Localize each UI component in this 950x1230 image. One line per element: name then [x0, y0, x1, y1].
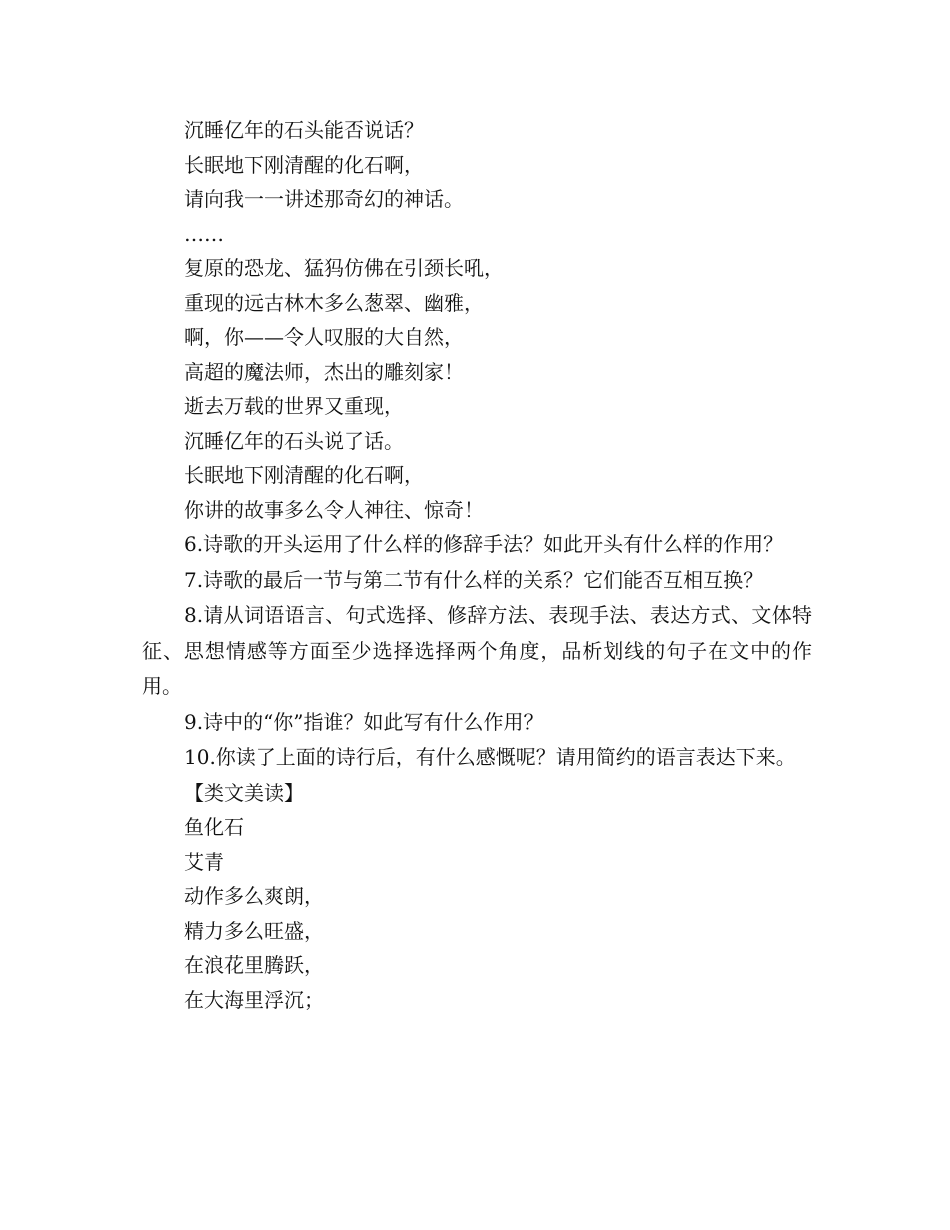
poem-line: 高超的魔法师，杰出的雕刻家！: [184, 359, 464, 384]
related-reading-section: [142, 776, 812, 1018]
poem-line: 长眠地下刚清醒的化石啊，: [184, 463, 424, 487]
poem-excerpt: [142, 113, 812, 527]
question-7: 7.诗歌的最后一节与第二节有什么样的关系？它们能否互相互换？: [184, 567, 764, 592]
poem-line: 沉睡亿年的石头说了话。: [184, 428, 404, 453]
poem-line: 你讲的故事多么令人神往、惊奇！: [184, 497, 484, 522]
poem-author: 艾青: [184, 849, 224, 874]
poem-title: 鱼化石: [184, 815, 244, 839]
poem-line: 在大海里浮沉；: [184, 987, 324, 1012]
question-list: [142, 527, 812, 776]
ellipsis-line: ……: [184, 221, 224, 246]
poem-line: 重现的远古林木多么葱翠、幽雅，: [184, 290, 484, 315]
poem-line: 逝去万载的世界又重现，: [184, 394, 404, 418]
poem-line: 长眠地下刚清醒的化石啊，: [184, 152, 424, 177]
question-9: 9.诗中的“你”指谁？如此写有什么作用？: [184, 709, 544, 734]
poem-line: 啊，你——令人叹服的大自然，: [184, 325, 464, 349]
poem-line: 动作多么爽朗，: [184, 884, 324, 908]
question-8: 8.请从词语语言、句式选择、修辞方法、表现手法、表达方式、文体特征、思想情感等方面至少选择选择两个角度，品析划线的句子在文中的作用。: [142, 603, 812, 698]
section-heading: 【类文美读】: [184, 780, 304, 805]
poem-line: 在浪花里腾跃，: [184, 953, 324, 977]
poem-line: 复原的恐龙、猛犸仿佛在引颈长吼，: [184, 256, 504, 280]
poem-line: 请向我一一讲述那奇幻的神话。: [184, 187, 464, 211]
document-content: [142, 113, 812, 1017]
poem-line: 沉睡亿年的石头能否说话？: [184, 118, 424, 142]
question-6: 6.诗歌的开头运用了什么样的修辞手法？如此开头有什么样的作用？: [184, 532, 784, 556]
question-10: 10.你读了上面的诗行后，有什么感慨呢？请用简约的语言表达下来。: [184, 745, 796, 769]
poem-line: 精力多么旺盛，: [184, 918, 324, 943]
